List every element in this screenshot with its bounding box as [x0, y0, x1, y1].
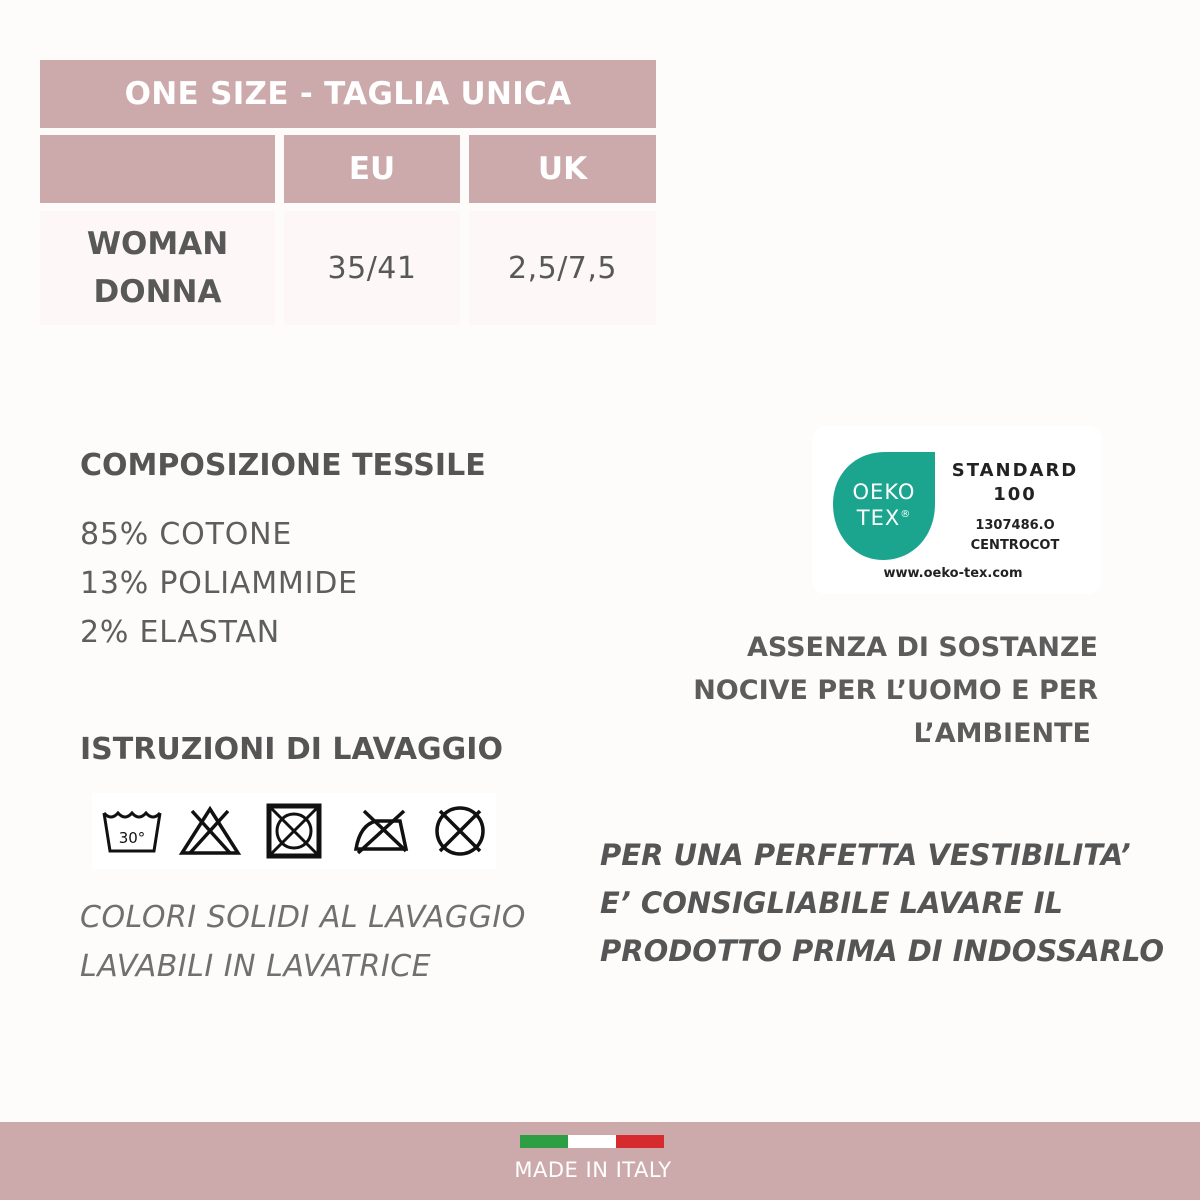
oeko-tex-registered-mark: ® [900, 509, 912, 520]
oeko-tex-logo-word-1: OEKO [852, 480, 916, 504]
fit-note-line: PRODOTTO PRIMA DI INDOSSARLO [600, 934, 1165, 968]
made-in-italy-label: MADE IN ITALY [514, 1158, 672, 1182]
washing-note-line: COLORI SOLIDI AL LAVAGGIO [80, 900, 526, 935]
oeko-tex-standard-number: 100 [993, 484, 1037, 505]
washing-heading: ISTRUZIONI DI LAVAGGIO [80, 732, 503, 767]
size-table-row-label [40, 211, 275, 325]
washing-note-line: LAVABILI IN LAVATRICE [80, 949, 432, 984]
italian-flag-white-stripe [568, 1135, 616, 1148]
composition-item: 85% COTONE [80, 517, 293, 552]
oeko-tex-institute: CENTROCOT [970, 538, 1060, 553]
composition-item: 13% POLIAMMIDE [80, 566, 358, 601]
fit-note-line: PER UNA PERFETTA VESTIBILITA’ [600, 838, 1131, 872]
fit-note [600, 831, 1164, 975]
row-label-donna: DONNA [93, 274, 222, 310]
italian-flag-green-stripe [520, 1135, 568, 1148]
no-iron-icon [350, 805, 412, 857]
oeko-tex-url: www.oeko-tex.com [883, 566, 1023, 581]
oeko-tex-claim [693, 626, 1098, 755]
care-symbols [92, 793, 496, 869]
oeko-tex-certificate: 1307486.O [975, 518, 1055, 533]
no-bleach-icon [178, 805, 242, 857]
size-table-title: ONE SIZE - TAGLIA UNICA [40, 60, 656, 128]
row-label-woman: WOMAN [86, 226, 229, 262]
size-table [0, 0, 700, 340]
oeko-tex-claim-line: L’AMBIENTE [913, 718, 1091, 749]
oeko-tex-claim-line: ASSENZA DI SOSTANZE [746, 632, 1098, 663]
composition-heading: COMPOSIZIONE TESSILE [80, 448, 486, 483]
size-table-header-uk: UK [469, 135, 656, 203]
no-dry-clean-icon [432, 803, 488, 859]
oeko-tex-claim-line: NOCIVE PER L’UOMO E PER [693, 675, 1098, 706]
fit-note-line: E’ CONSIGLIABILE LAVARE IL [600, 886, 1063, 920]
composition-item: 2% ELASTAN [80, 615, 281, 650]
size-table-value-uk: 2,5/7,5 [469, 211, 656, 325]
wash-30-icon [102, 807, 162, 855]
no-tumble-dry-icon [266, 803, 322, 859]
size-table-header-eu: EU [284, 135, 460, 203]
wash-temperature: 30° [118, 829, 146, 847]
oeko-tex-logo-word-2 [842, 506, 926, 530]
oeko-tex-standard: STANDARD [951, 460, 1079, 481]
oeko-tex-logo-tex: TEX [856, 506, 901, 530]
oeko-tex-badge [812, 426, 1102, 594]
composition-list [80, 510, 358, 657]
size-table-value-eu: 35/41 [284, 211, 460, 325]
italian-flag-red-stripe [616, 1135, 664, 1148]
washing-note [80, 893, 526, 991]
size-table-corner-cell [40, 135, 275, 203]
